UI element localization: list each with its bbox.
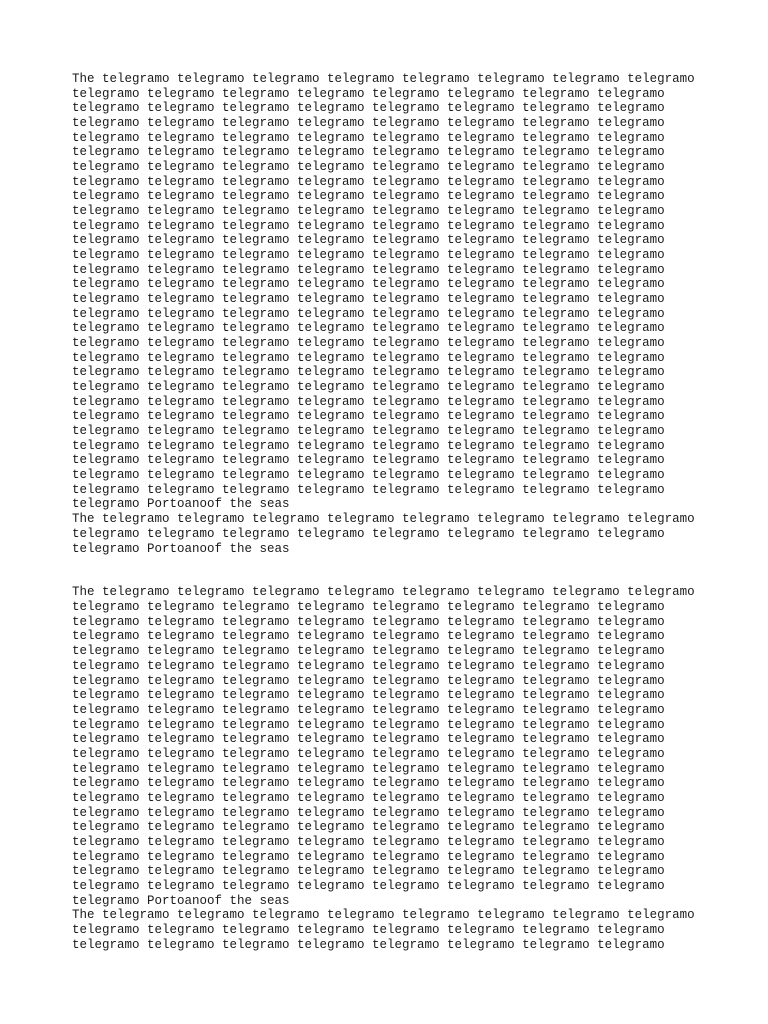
paragraph-1: The telegramo telegramo telegramo telegramo telegramo telegramo telegramo telegramo telegramo telegramo telegramo telegramo telegramo telegramo telegramo telegramo telegramo telegramo telegramo telegramo telegramo telegramo telegramo telegramo telegramo telegramo telegramo telegramo telegramo telegramo telegramo telegramo telegramo telegramo telegramo telegramo telegramo telegramo telegramo telegramo telegramo telegramo telegramo telegramo telegramo telegramo telegramo telegramo telegramo telegramo telegramo telegramo telegramo telegramo telegramo telegramo telegramo telegramo telegramo telegramo telegramo telegramo telegramo telegramo telegramo telegramo telegramo telegramo telegramo telegramo telegramo telegramo telegramo telegramo telegramo telegramo telegramo telegramo telegramo telegramo telegramo telegramo telegramo telegramo telegramo telegramo telegramo telegramo telegramo telegramo telegramo telegramo telegramo telegramo telegramo telegramo telegramo telegramo telegramo telegramo telegramo telegramo telegramo telegramo telegramo telegramo telegramo telegramo telegramo telegramo telegramo telegramo telegramo telegramo telegramo telegramo telegramo telegramo telegramo telegramo telegramo telegramo telegramo telegramo telegramo telegramo telegramo telegramo telegramo telegramo telegramo telegramo telegramo telegramo telegramo telegramo telegramo telegramo telegramo telegramo telegramo telegramo telegramo telegramo telegramo telegramo telegramo telegramo telegramo telegramo telegramo telegramo telegramo telegramo telegramo telegramo telegramo telegramo telegramo telegramo telegramo telegramo telegramo telegramo telegramo telegramo telegramo telegramo telegramo telegramo telegramo telegramo telegramo telegramo telegramo telegramo telegramo telegramo telegramo telegramo telegramo telegramo telegramo telegramo telegramo telegramo telegramo telegramo telegramo telegramo telegramo telegramo telegramo telegramo telegramo telegramo telegramo telegramo telegramo telegramo telegramo telegramo telegramo telegramo telegramo telegramo telegramo telegramo telegramo telegramo telegramo telegramo telegramo telegramo telegramo telegramo telegramo telegramo telegramo telegramo telegramo telegramo telegramo telegramo telegramo telegramo telegramo telegramo telegramo telegramo telegramo telegramo telegramo Portoanoof the seas <box>72 72 695 512</box>
paragraph-4: The telegramo telegramo telegramo telegramo telegramo telegramo telegramo telegramo telegramo telegramo telegramo telegramo telegramo telegramo telegramo telegramo telegramo telegramo telegramo telegramo telegramo telegramo telegramo telegramo <box>72 908 695 952</box>
paragraph-2: The telegramo telegramo telegramo telegramo telegramo telegramo telegramo telegramo telegramo telegramo telegramo telegramo telegramo telegramo telegramo telegramo telegramo Portoanoof the seas <box>72 512 695 556</box>
paragraph-3: The telegramo telegramo telegramo telegramo telegramo telegramo telegramo telegramo telegramo telegramo telegramo telegramo telegramo telegramo telegramo telegramo telegramo telegramo telegramo telegramo telegramo telegramo telegramo telegramo telegramo telegramo telegramo telegramo telegramo telegramo telegramo telegramo telegramo telegramo telegramo telegramo telegramo telegramo telegramo telegramo telegramo telegramo telegramo telegramo telegramo telegramo telegramo telegramo telegramo telegramo telegramo telegramo telegramo telegramo telegramo telegramo telegramo telegramo telegramo telegramo telegramo telegramo telegramo telegramo telegramo telegramo telegramo telegramo telegramo telegramo telegramo telegramo telegramo telegramo telegramo telegramo telegramo telegramo telegramo telegramo telegramo telegramo telegramo telegramo telegramo telegramo telegramo telegramo telegramo telegramo telegramo telegramo telegramo telegramo telegramo telegramo telegramo telegramo telegramo telegramo telegramo telegramo telegramo telegramo telegramo telegramo telegramo telegramo telegramo telegramo telegramo telegramo telegramo telegramo telegramo telegramo telegramo telegramo telegramo telegramo telegramo telegramo telegramo telegramo telegramo telegramo telegramo telegramo telegramo telegramo telegramo telegramo telegramo telegramo telegramo telegramo telegramo telegramo telegramo telegramo telegramo telegramo telegramo telegramo telegramo telegramo telegramo telegramo telegramo telegramo telegramo telegramo telegramo telegramo telegramo telegramo telegramo telegramo telegramo telegramo telegramo telegramo telegramo telegramo telegramo telegramo telegramo telegramo telegramo Portoanoof the seas <box>72 585 695 908</box>
paragraph-spacer <box>72 556 732 585</box>
document-body <box>72 72 732 952</box>
